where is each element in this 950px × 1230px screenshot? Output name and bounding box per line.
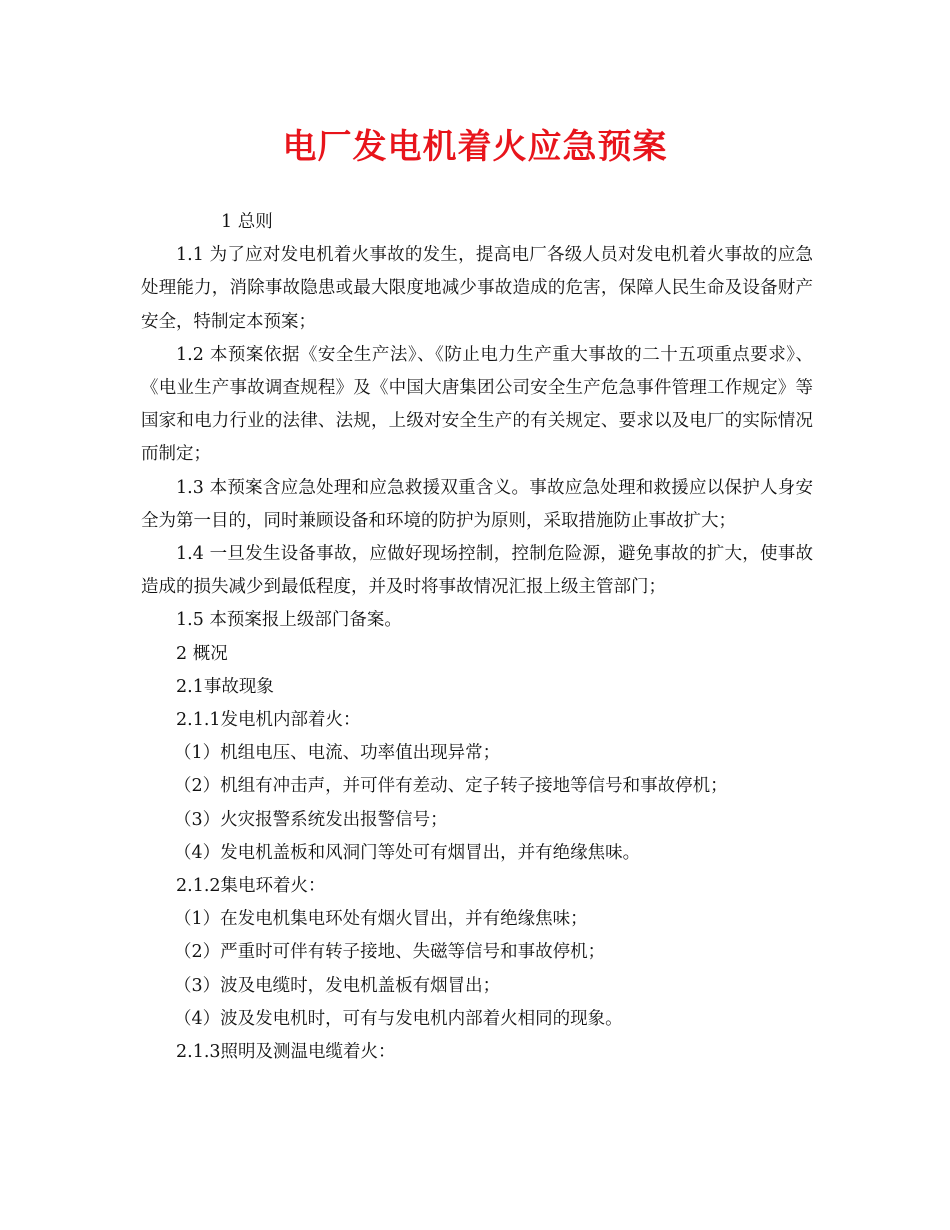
list-item: （2）严重时可伴有转子接地、失磁等信号和事故停机；: [174, 942, 606, 963]
subsection-heading: 2.1.2集电环着火：: [176, 876, 326, 897]
subsection-heading: 1.5 本预案报上级部门备案。: [176, 610, 402, 631]
list-item: （1）机组电压、电流、功率值出现异常；: [174, 743, 501, 764]
subsection-heading: 2.1.1发电机内部着火：: [176, 710, 361, 731]
body-paragraph: 1.1 为了应对发电机着火事故的发生，提高电厂各级人员对发电机着火事故的应急处理能力，消除事故隐患或最大限度地减少事故造成的危害，保障人民生命及设备财产安全，特制定本预案；: [141, 245, 813, 332]
subsection-heading: 2 概况: [176, 643, 228, 664]
section-heading: 1 总则: [221, 212, 273, 232]
list-item: （2）机组有冲击声，并可伴有差动、定子转子接地等信号和事故停机；: [174, 776, 728, 797]
document-body: [141, 206, 813, 1069]
list-item: （1）在发电机集电环处有烟火冒出，并有绝缘焦味；: [174, 909, 588, 930]
body-paragraph: 1.3 本预案含应急处理和应急救援双重含义。事故应急处理和救援应以保护人身安全为第一目的，同时兼顾设备和环境的防护为原则，采取措施防止事故扩大；: [141, 477, 813, 531]
subsection-heading: 2.1事故现象: [176, 676, 274, 697]
list-item: （4）波及发电机时，可有与发电机内部着火相同的现象。: [174, 1008, 623, 1029]
body-paragraph: 1.4 一旦发生设备事故，应做好现场控制，控制危险源，避免事故的扩大，使事故造成的损失减少到最低程度，并及时将事故情况汇报上级主管部门；: [141, 544, 813, 598]
document-title: 电厂发电机着火应急预案: [282, 127, 668, 167]
subsection-heading: 2.1.3照明及测温电缆着火：: [176, 1042, 396, 1063]
body-paragraph: 1.2 本预案依据《安全生产法》、《防止电力生产重大事故的二十五项重点要求》、《电业生产事故调查规程》及《中国大唐集团公司安全生产危急事件管理工作规定》等国家和电力行业的法律、法规，上级对安全生产的有关规定、要求以及电厂的实际情况而制定；: [141, 344, 813, 465]
list-item: （3）波及电缆时，发电机盖板有烟冒出；: [174, 975, 501, 996]
list-item: （4）发电机盖板和风洞门等处可有烟冒出，并有绝缘焦味。: [174, 842, 641, 863]
list-item: （3）火灾报警系统发出报警信号；: [174, 809, 448, 830]
